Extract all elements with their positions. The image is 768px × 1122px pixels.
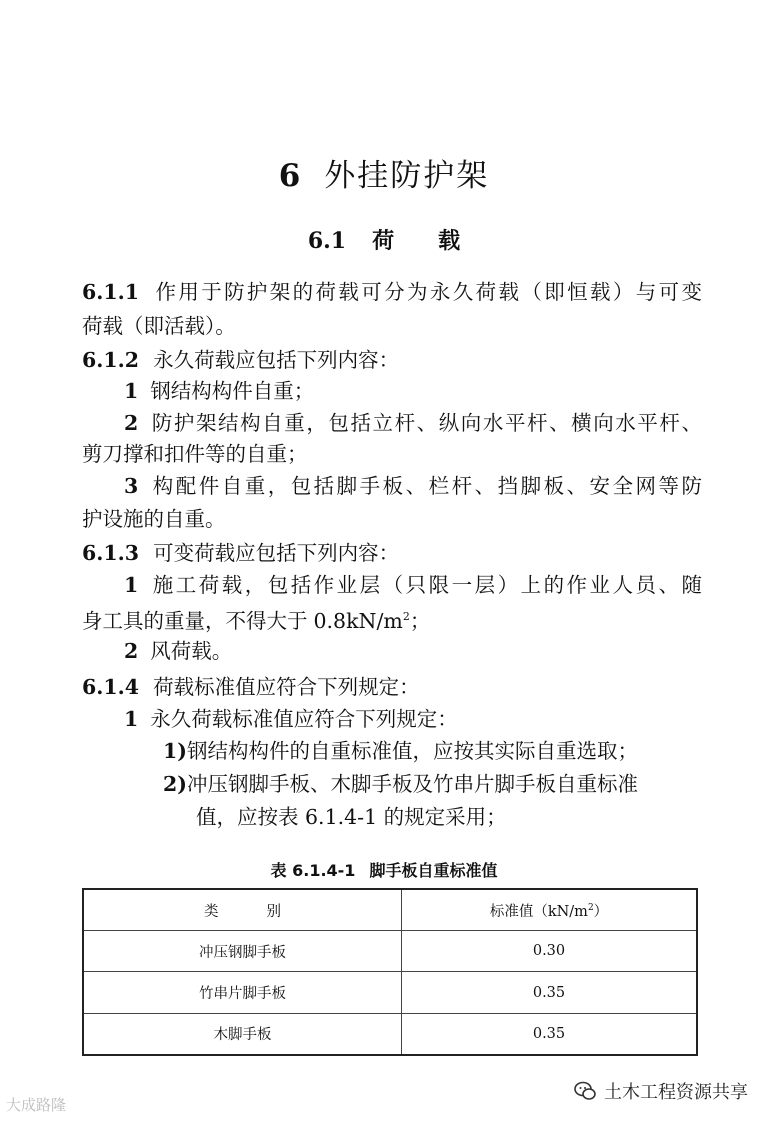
clause-6-1-1-line1 [82,277,702,307]
row-value: 0.35 [402,1013,698,1055]
header-value-close: ） [593,903,609,920]
chapter-number: 6 [278,158,303,194]
item-text: 防护架结构自重，包括立杆、纵向水平杆、横向水平杆、 [150,411,702,435]
chapter-title-text: 外挂防护架 [324,158,490,194]
sub-item-number: 1) [163,739,187,763]
watermark-right-text: 土木工程资源共享 [604,1082,748,1103]
clause-6-1-3-item2 [124,636,232,666]
section-title-part2: 载 [438,228,461,254]
clause-6-1-4-sub2-line1 [163,769,638,799]
clause-6-1-3-item1-line1 [124,570,702,600]
clause-6-1-1-line2: 荷载（即活载）。 [82,314,236,338]
load-value: 0.8 [313,608,347,633]
row-category: 冲压钢脚手板 [83,931,402,972]
item-text-post: ； [409,608,431,633]
watermark-left-text: 大成路隆 [6,1096,67,1114]
item-number: 1 [124,707,139,731]
item-text: 构配件自重，包括脚手板、栏杆、挡脚板、安全网等防 [150,474,702,498]
clause-6-1-4-sub1 [163,736,638,766]
clause-6-1-2-item1 [124,376,314,406]
item-text: 施工荷载，包括作业层（只限一层）上的作业人员、随 [150,573,702,597]
clause-6-1-4-sub2-line2: 值，应按表 6.1.4-1 的规定采用； [196,805,507,829]
item-text-pre: 身工具的重量，不得大于 [82,608,308,633]
row-value: 0.35 [402,972,698,1013]
item-text: 风荷载。 [150,639,233,663]
clause-6-1-2-item2-line1 [124,408,702,438]
clause-6-1-2-item3-line1 [124,471,702,501]
clause-6-1-2 [82,345,399,375]
load-unit-exponent: 2 [402,610,410,623]
item-number: 2 [124,639,139,663]
clause-text: 永久荷载应包括下列内容： [153,348,400,372]
row-value: 0.30 [402,931,698,972]
clause-6-1-2-item3-line2: 护设施的自重。 [82,507,226,531]
clause-number: 6.1.4 [82,675,140,699]
load-unit: kN/m [346,608,403,633]
clause-number: 6.1.2 [82,348,140,372]
header-value-text: 标准值（kN/m [489,903,588,920]
header-category-char1: 类 [204,903,219,920]
table-caption [0,858,768,881]
section-title [0,224,768,255]
item-text: 钢结构构件自重； [150,379,315,403]
row-category: 木脚手板 [83,1013,402,1055]
table-header-row [83,889,697,931]
header-standard-value [402,889,698,931]
clause-6-1-4 [82,672,420,702]
clause-text: 荷载标准值应符合下列规定： [153,675,420,699]
sub-item-text: 钢结构构件的自重标准值，应按其实际自重选取； [186,739,638,763]
watermark-right [574,1078,748,1104]
wechat-icon [574,1081,596,1101]
item-number: 2 [124,411,139,435]
item-text: 永久荷载标准值应符合下列规定： [150,707,458,731]
scaffold-board-weight-table [82,888,698,1056]
header-value-exponent: 2 [587,902,594,913]
header-category [83,889,402,931]
clause-6-1-3 [82,538,399,568]
row-category: 竹串片脚手板 [83,972,402,1013]
chapter-title [0,150,768,195]
item-number: 1 [124,379,139,403]
table-caption-title: 脚手板自重标准值 [369,861,498,880]
header-category-char2: 别 [266,903,281,920]
table-row [83,931,697,972]
item-number: 3 [124,474,139,498]
section-number: 6.1 [307,228,347,254]
section-title-part1: 荷 [372,228,395,254]
sub-item-text: 冲压钢脚手板、木脚手板及竹串片脚手板自重标准 [186,772,638,796]
clause-6-1-2-item2-line2: 剪刀撑和扣件等的自重； [82,442,308,466]
clause-text: 可变荷载应包括下列内容： [153,541,400,565]
table-row [83,1013,697,1055]
item-number: 1 [124,573,139,597]
clause-text: 作用于防护架的荷载可分为永久荷载（即恒载）与可变 [153,280,702,304]
table-caption-number: 表 6.1.4-1 [270,861,356,880]
clause-number: 6.1.3 [82,541,140,565]
clause-6-1-3-item1-line2 [82,602,430,636]
sub-item-number: 2) [163,772,187,796]
clause-number: 6.1.1 [82,280,140,304]
watermark-left [6,1094,66,1115]
table-row [83,972,697,1013]
clause-6-1-4-item1 [124,704,458,734]
